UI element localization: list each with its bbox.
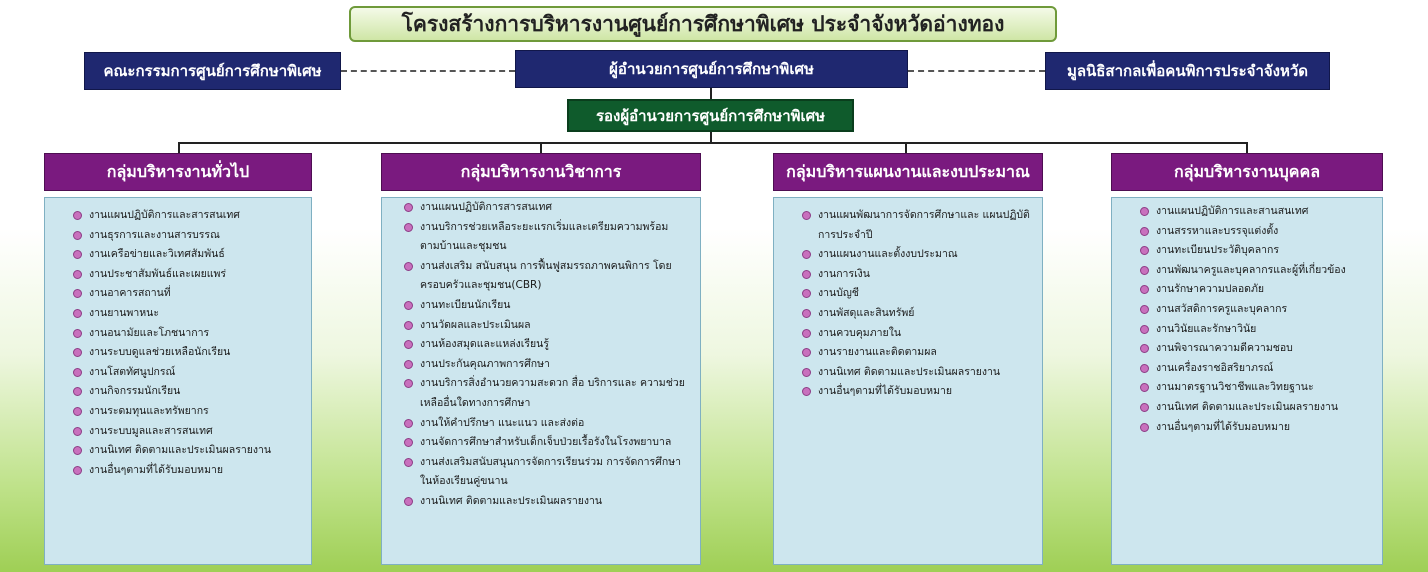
director-to-deputy-line: [710, 88, 712, 99]
group-header-personnel: กลุ่มบริหารงานบุคคล: [1111, 153, 1383, 191]
branch-drop-4: [1246, 142, 1248, 153]
branch-horizontal-line: [178, 142, 1248, 144]
foundation-box: มูลนิธิสากลเพื่อคนพิการประจำจังหวัด: [1045, 52, 1330, 90]
list-item: งานพัสดุและสินทรัพย์: [802, 304, 1032, 324]
list-item: งานส่งเสริมสนับสนุนการจัดการเรียนร่วม การจัดการศึกษา ในห้องเรียนคู่ขนาน: [404, 453, 690, 492]
list-item: งานอื่นๆตามที่ได้รับมอบหมาย: [1140, 418, 1372, 438]
list-item: งานบัญชี: [802, 284, 1032, 304]
list-item: งานแผนปฏิบัติการและสารสนเทศ: [73, 206, 301, 226]
chart-title: โครงสร้างการบริหารงานศูนย์การศึกษาพิเศษ ประจำจังหวัดอ่างทอง: [349, 6, 1057, 42]
list-item: งานระบบมูลและสารสนเทศ: [73, 422, 301, 442]
task-list-academic: [404, 198, 690, 512]
list-item: งานแผนปฏิบัติการสารสนเทศ: [404, 198, 690, 218]
list-item: งานนิเทศ ติดตามและประเมินผลรายงาน: [1140, 398, 1372, 418]
task-list-general: [73, 206, 301, 480]
dashed-connector-left: [341, 70, 515, 72]
list-item: งานมาตรฐานวิชาชีพและวิทยฐานะ: [1140, 378, 1372, 398]
list-item: งานแผนปฏิบัติการและสานสนเทศ: [1140, 202, 1372, 222]
list-item: งานทะเบียนนักเรียน: [404, 296, 690, 316]
deputy-director-box: รองผู้อำนวยการศูนย์การศึกษาพิเศษ: [567, 99, 854, 132]
list-item: งานอาคารสถานที่: [73, 284, 301, 304]
group-box-personnel: [1111, 197, 1383, 565]
task-list-personnel: [1140, 202, 1372, 437]
list-item: งานวัดผลและประเมินผล: [404, 316, 690, 336]
task-list-budget: [802, 206, 1032, 402]
list-item: งานแผนพัฒนาการจัดการศึกษาและ แผนปฏิบัติการประจำปี: [802, 206, 1032, 245]
list-item: งานแผนงานและตั้งงบประมาณ: [802, 245, 1032, 265]
list-item: งานสรรหาและบรรจุแต่งตั้ง: [1140, 222, 1372, 242]
list-item: งานอนามัยและโภชนาการ: [73, 324, 301, 344]
list-item: งานการเงิน: [802, 265, 1032, 285]
list-item: งานเครือข่ายและวิเทศสัมพันธ์: [73, 245, 301, 265]
list-item: งานอื่นๆตามที่ได้รับมอบหมาย: [73, 461, 301, 481]
list-item: งานนิเทศ ติดตามและประเมินผลรายงาน: [404, 492, 690, 512]
list-item: งานควบคุมภายใน: [802, 324, 1032, 344]
list-item: งานบริการสิ่งอำนวยความสะดวก สื่อ บริการและ ความช่วยเหลืออื่นใดทางการศึกษา: [404, 374, 690, 413]
list-item: งานจัดการศึกษาสำหรับเด็กเจ็บป่วยเรื้อรังในโรงพยาบาล: [404, 433, 690, 453]
group-box-academic: [381, 197, 701, 565]
dashed-connector-right: [908, 70, 1045, 72]
list-item: งานยานพาหนะ: [73, 304, 301, 324]
list-item: งานบริการช่วยเหลือระยะแรกเริ่มและเตรียมความพร้อม ตามบ้านและชุมชน: [404, 218, 690, 257]
list-item: งานรายงานและติดตามผล: [802, 343, 1032, 363]
list-item: งานพัฒนาครูและบุคลากรและผู้ที่เกี่ยวข้อง: [1140, 261, 1372, 281]
list-item: งานส่งเสริม สนับสนุน การฟื้นฟูสมรรถภาพคนพิการ โดยครอบครัวและชุมชน(CBR): [404, 257, 690, 296]
branch-drop-2: [540, 142, 542, 153]
director-box: ผู้อำนวยการศูนย์การศึกษาพิเศษ: [515, 50, 908, 88]
branch-drop-3: [905, 142, 907, 153]
list-item: งานกิจกรรมนักเรียน: [73, 382, 301, 402]
list-item: งานนิเทศ ติดตามและประเมินผลรายงาน: [73, 441, 301, 461]
list-item: งานระบบดูแลช่วยเหลือนักเรียน: [73, 343, 301, 363]
group-header-academic: กลุ่มบริหารงานวิชาการ: [381, 153, 701, 191]
committee-box: คณะกรรมการศูนย์การศึกษาพิเศษ: [84, 52, 341, 90]
group-box-general: [44, 197, 312, 565]
list-item: งานเครื่องราชอิสริยาภรณ์: [1140, 359, 1372, 379]
list-item: งานประกันคุณภาพการศึกษา: [404, 355, 690, 375]
list-item: งานนิเทศ ติดตามและประเมินผลรายงาน: [802, 363, 1032, 383]
branch-drop-1: [178, 142, 180, 153]
list-item: งานประชาสัมพันธ์และเผยแพร่: [73, 265, 301, 285]
list-item: งานวินัยและรักษาวินัย: [1140, 320, 1372, 340]
list-item: งานระดมทุนและทรัพยากร: [73, 402, 301, 422]
group-box-budget: [773, 197, 1043, 565]
list-item: งานทะเบียนประวัติบุคลากร: [1140, 241, 1372, 261]
group-header-general: กลุ่มบริหารงานทั่วไป: [44, 153, 312, 191]
list-item: งานพิจารณาความดีความชอบ: [1140, 339, 1372, 359]
list-item: งานสวัสดิการครูและบุคลากร: [1140, 300, 1372, 320]
list-item: งานอื่นๆตามที่ได้รับมอบหมาย: [802, 382, 1032, 402]
list-item: งานธุรการและงานสารบรรณ: [73, 226, 301, 246]
group-header-budget: กลุ่มบริหารแผนงานและงบประมาณ: [773, 153, 1043, 191]
list-item: งานรักษาความปลอดภัย: [1140, 280, 1372, 300]
list-item: งานโสตทัศนูปกรณ์: [73, 363, 301, 383]
list-item: งานห้องสมุดและแหล่งเรียนรู้: [404, 335, 690, 355]
list-item: งานให้คำปรึกษา แนะแนว และส่งต่อ: [404, 414, 690, 434]
